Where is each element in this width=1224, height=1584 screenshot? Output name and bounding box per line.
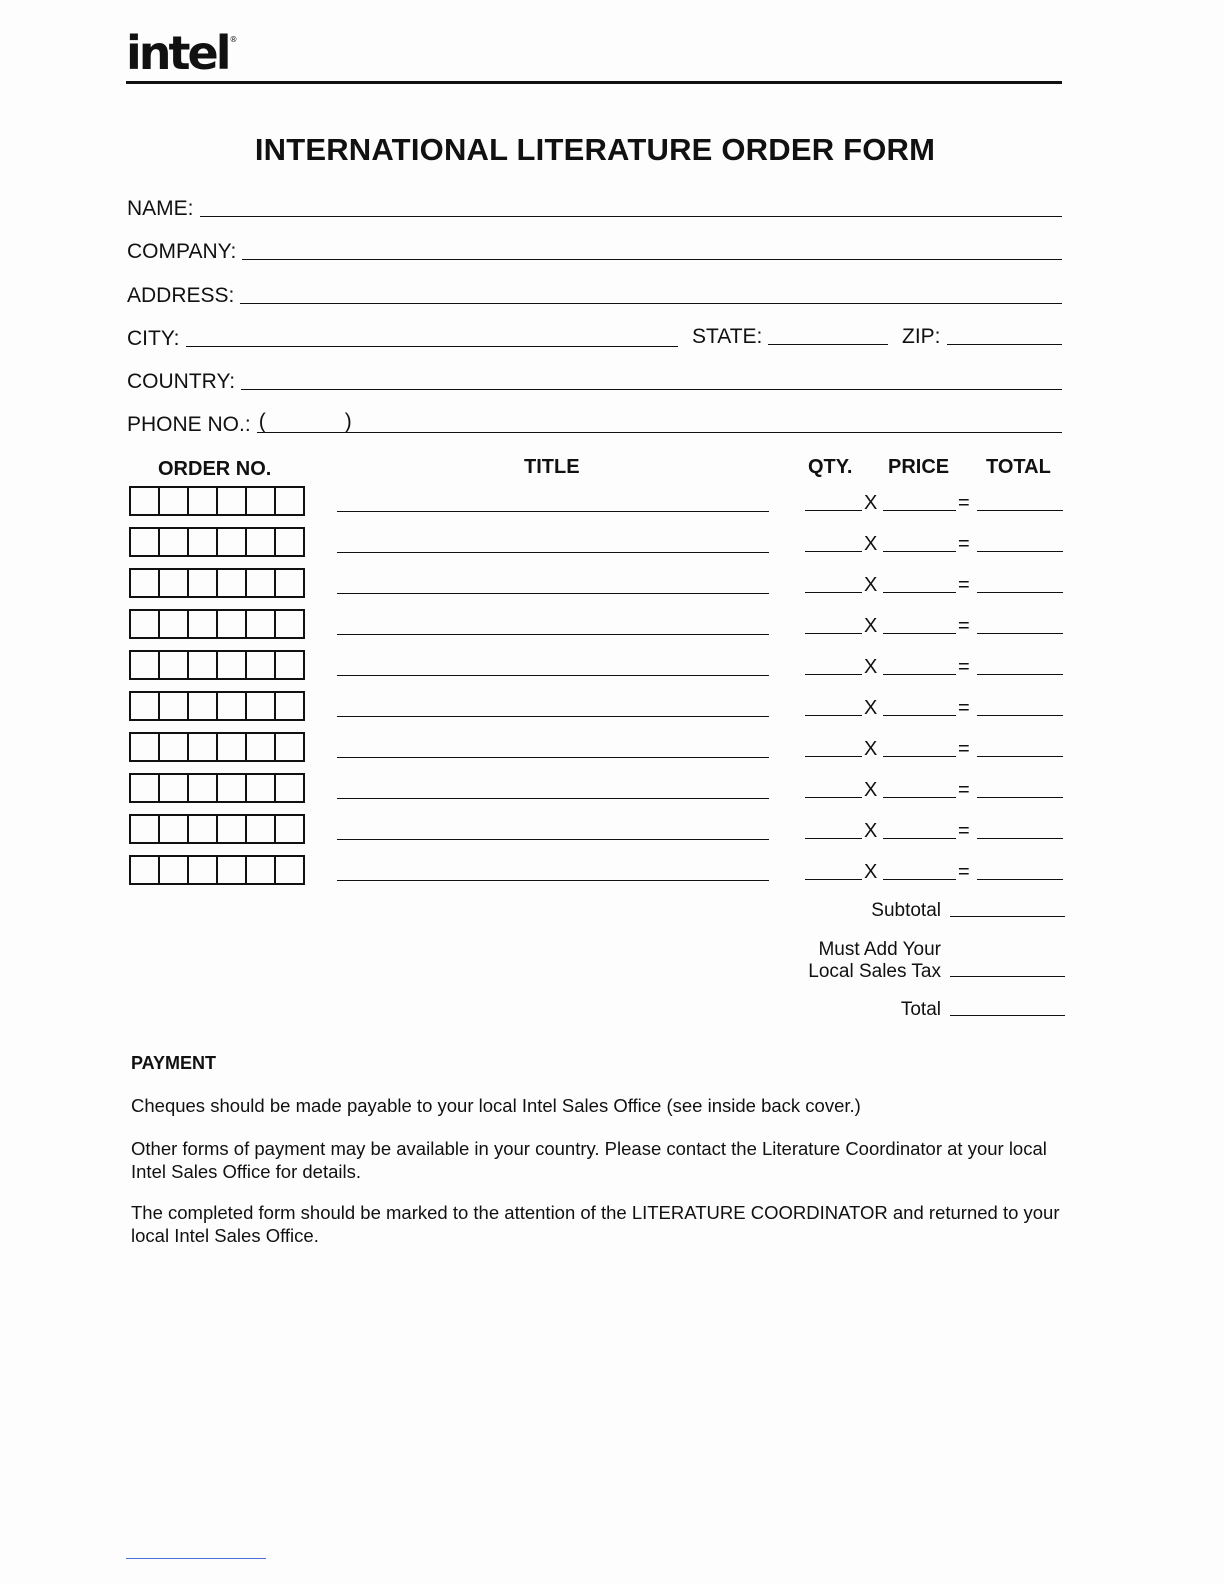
order-no-cell[interactable] (245, 773, 276, 803)
name-input-line[interactable] (200, 215, 1062, 217)
phone-input-line[interactable] (257, 410, 1062, 433)
order-no-cell[interactable] (129, 773, 160, 803)
phone-field[interactable] (127, 410, 1062, 437)
order-no-boxes[interactable] (129, 691, 305, 721)
title-input-line[interactable] (337, 593, 769, 594)
qty-price-total-row (805, 858, 1063, 883)
order-no-cell[interactable] (245, 814, 276, 844)
order-no-cell[interactable] (129, 650, 160, 680)
state-field[interactable] (692, 325, 888, 349)
city-label: CITY: (127, 327, 180, 350)
order-no-cell[interactable] (245, 732, 276, 762)
times-symbol: X (864, 820, 878, 842)
zip-label: ZIP: (902, 325, 941, 348)
order-no-cell[interactable] (274, 486, 305, 516)
order-no-boxes[interactable] (129, 855, 305, 885)
total-input-line[interactable] (977, 592, 1063, 593)
price-input-line[interactable] (883, 879, 956, 880)
country-label: COUNTRY: (127, 370, 236, 393)
qty-price-total-row (805, 489, 1063, 514)
address-label: ADDRESS: (127, 284, 235, 307)
registered-mark: ® (229, 35, 238, 44)
equals-symbol: = (958, 492, 970, 514)
order-no-cell[interactable] (158, 650, 189, 680)
order-no-cell[interactable] (187, 650, 218, 680)
name-label: NAME: (127, 197, 194, 220)
tax-label-line2: Local Sales Tax (808, 961, 941, 982)
order-no-cell[interactable] (216, 650, 247, 680)
company-input-line[interactable] (242, 258, 1062, 260)
total-input-line[interactable] (977, 715, 1063, 716)
order-no-cell[interactable] (187, 814, 218, 844)
order-no-boxes[interactable] (129, 486, 305, 516)
price-header: PRICE (888, 456, 950, 478)
order-no-boxes[interactable] (129, 773, 305, 803)
qty-input-line[interactable] (805, 674, 862, 675)
equals-symbol: = (958, 738, 970, 760)
form-title: INTERNATIONAL LITERATURE ORDER FORM (254, 132, 936, 167)
order-no-cell[interactable] (158, 609, 189, 639)
qty-input-line[interactable] (805, 510, 862, 511)
title-input-line[interactable] (337, 675, 769, 676)
country-input-line[interactable] (241, 388, 1062, 390)
title-input-line[interactable] (337, 511, 769, 512)
payment-heading: PAYMENT (131, 1053, 217, 1073)
times-symbol: X (864, 738, 878, 760)
order-no-cell[interactable] (158, 568, 189, 598)
country-field[interactable] (127, 370, 1062, 394)
state-label: STATE: (692, 325, 763, 348)
order-no-cell[interactable] (158, 486, 189, 516)
order-no-cell[interactable] (274, 568, 305, 598)
address-field[interactable] (127, 284, 1062, 308)
order-no-cell[interactable] (187, 527, 218, 557)
times-symbol: X (864, 779, 878, 801)
order-no-cell[interactable] (187, 568, 218, 598)
times-symbol: X (864, 861, 878, 883)
order-no-cell[interactable] (129, 568, 160, 598)
tax-label-line1: Must Add Your (818, 939, 941, 960)
equals-symbol: = (958, 574, 970, 596)
order-no-cell[interactable] (245, 527, 276, 557)
payment-paragraph-2: Other forms of payment may be available in your country. Please contact the Literature Coordinator at your local Intel Sales Office for details. (131, 1138, 1047, 1182)
order-no-cell[interactable] (245, 609, 276, 639)
price-input-line[interactable] (883, 838, 956, 839)
price-input-line[interactable] (883, 592, 956, 593)
total-input-line[interactable] (977, 879, 1063, 880)
subtotal-label: Subtotal (871, 900, 941, 921)
title-input-line[interactable] (337, 839, 769, 840)
order-no-cell[interactable] (274, 773, 305, 803)
order-no-cell[interactable] (245, 691, 276, 721)
order-no-cell[interactable] (274, 855, 305, 885)
times-symbol: X (864, 574, 878, 596)
order-no-cell[interactable] (216, 609, 247, 639)
header-rule (126, 81, 1062, 84)
qty-input-line[interactable] (805, 633, 862, 634)
order-no-cell[interactable] (158, 814, 189, 844)
order-no-cell[interactable] (129, 691, 160, 721)
qty-input-line[interactable] (805, 797, 862, 798)
intel-logo (126, 26, 238, 80)
order-no-cell[interactable] (187, 773, 218, 803)
phone-open-paren: ( (258, 410, 266, 433)
order-no-boxes[interactable] (129, 527, 305, 557)
qty-input-line[interactable] (805, 715, 862, 716)
order-no-cell[interactable] (129, 814, 160, 844)
equals-symbol: = (958, 779, 970, 801)
order-no-cell[interactable] (245, 486, 276, 516)
total-input-line[interactable] (977, 633, 1063, 634)
order-no-cell[interactable] (216, 486, 247, 516)
footer-rule (126, 1558, 266, 1559)
price-input-line[interactable] (883, 551, 956, 552)
qty-price-total-row (805, 530, 1063, 555)
order-no-cell[interactable] (245, 650, 276, 680)
phone-label: PHONE NO.: (127, 413, 251, 436)
price-input-line[interactable] (883, 633, 956, 634)
order-no-cell[interactable] (187, 691, 218, 721)
tax-line[interactable] (950, 976, 1065, 977)
order-no-cell[interactable] (129, 609, 160, 639)
order-no-cell[interactable] (187, 855, 218, 885)
zip-field[interactable] (902, 325, 1062, 349)
qty-input-line[interactable] (805, 756, 862, 757)
order-no-cell[interactable] (245, 855, 276, 885)
total-header: TOTAL (986, 456, 1051, 478)
order-no-cell[interactable] (216, 773, 247, 803)
equals-symbol: = (958, 533, 970, 555)
total-input-line[interactable] (977, 838, 1063, 839)
times-symbol: X (864, 656, 878, 678)
order-no-cell[interactable] (274, 527, 305, 557)
qty-input-line[interactable] (805, 551, 862, 552)
qty-price-total-row (805, 694, 1063, 719)
city-input-line[interactable] (186, 345, 678, 347)
total-input-line[interactable] (977, 510, 1063, 511)
payment-paragraph-3: The completed form should be marked to the attention of the LITERATURE COORDINATOR and returned to your local Intel Sales Office. (131, 1202, 1060, 1246)
phone-close-paren: ) (344, 410, 352, 433)
order-no-cell[interactable] (274, 650, 305, 680)
order-no-cell[interactable] (216, 855, 247, 885)
title-input-line[interactable] (337, 552, 769, 553)
order-no-cell[interactable] (187, 486, 218, 516)
order-no-cell[interactable] (158, 691, 189, 721)
order-no-cell[interactable] (274, 814, 305, 844)
order-no-boxes[interactable] (129, 732, 305, 762)
price-input-line[interactable] (883, 715, 956, 716)
total-label: Total (900, 999, 941, 1020)
title-input-line[interactable] (337, 757, 769, 758)
times-symbol: X (864, 615, 878, 637)
order-no-cell[interactable] (187, 732, 218, 762)
order-no-boxes[interactable] (129, 609, 305, 639)
equals-symbol: = (958, 820, 970, 842)
order-no-cell[interactable] (216, 568, 247, 598)
times-symbol: X (864, 533, 878, 555)
qty-input-line[interactable] (805, 838, 862, 839)
order-no-cell[interactable] (158, 773, 189, 803)
total-input-line[interactable] (977, 797, 1063, 798)
total-input-line[interactable] (977, 551, 1063, 552)
total-input-line[interactable] (977, 674, 1063, 675)
order-no-cell[interactable] (274, 691, 305, 721)
qty-price-total-row (805, 653, 1063, 678)
order-no-cell[interactable] (245, 568, 276, 598)
order-no-cell[interactable] (158, 527, 189, 557)
order-no-cell[interactable] (274, 732, 305, 762)
order-no-boxes[interactable] (129, 814, 305, 844)
title-input-line[interactable] (337, 716, 769, 717)
title-input-line[interactable] (337, 634, 769, 635)
qty-price-total-row (805, 776, 1063, 801)
qty-header: QTY. (808, 456, 853, 478)
price-input-line[interactable] (883, 510, 956, 511)
city-field[interactable] (127, 327, 678, 351)
company-label: COMPANY: (127, 240, 237, 263)
order-no-cell[interactable] (158, 855, 189, 885)
order-no-cell[interactable] (129, 486, 160, 516)
order-no-cell[interactable] (216, 527, 247, 557)
qty-price-total-row (805, 571, 1063, 596)
qty-input-line[interactable] (805, 879, 862, 880)
total-input-line[interactable] (977, 756, 1063, 757)
order-no-boxes[interactable] (129, 650, 305, 680)
times-symbol: X (864, 697, 878, 719)
order-no-cell[interactable] (216, 732, 247, 762)
equals-symbol: = (958, 861, 970, 883)
title-input-line[interactable] (337, 880, 769, 881)
order-no-boxes[interactable] (129, 568, 305, 598)
qty-price-total-row (805, 735, 1063, 760)
address-input-line[interactable] (240, 302, 1062, 304)
name-field[interactable] (127, 197, 1062, 221)
logo-text: intel (126, 26, 229, 80)
times-symbol: X (864, 492, 878, 514)
equals-symbol: = (958, 697, 970, 719)
price-input-line[interactable] (883, 674, 956, 675)
title-input-line[interactable] (337, 798, 769, 799)
order-no-cell[interactable] (129, 732, 160, 762)
qty-price-total-row (805, 817, 1063, 842)
order-no-cell[interactable] (216, 814, 247, 844)
qty-price-total-row (805, 612, 1063, 637)
qty-input-line[interactable] (805, 592, 862, 593)
state-input-line[interactable] (768, 343, 888, 345)
order-no-cell[interactable] (129, 855, 160, 885)
company-field[interactable] (127, 240, 1062, 264)
order-no-cell[interactable] (216, 691, 247, 721)
equals-symbol: = (958, 615, 970, 637)
payment-paragraph-1: Cheques should be made payable to your local Intel Sales Office (see inside back cover.) (131, 1095, 861, 1116)
order-no-cell[interactable] (187, 609, 218, 639)
order-no-cell[interactable] (274, 609, 305, 639)
equals-symbol: = (958, 656, 970, 678)
zip-input-line[interactable] (947, 343, 1062, 345)
total-line[interactable] (950, 1015, 1065, 1016)
order-no-cell[interactable] (129, 527, 160, 557)
price-input-line[interactable] (883, 756, 956, 757)
price-input-line[interactable] (883, 797, 956, 798)
subtotal-line[interactable] (950, 916, 1065, 917)
order-no-cell[interactable] (158, 732, 189, 762)
order-no-header: ORDER NO. (158, 458, 272, 480)
title-header: TITLE (524, 456, 580, 478)
